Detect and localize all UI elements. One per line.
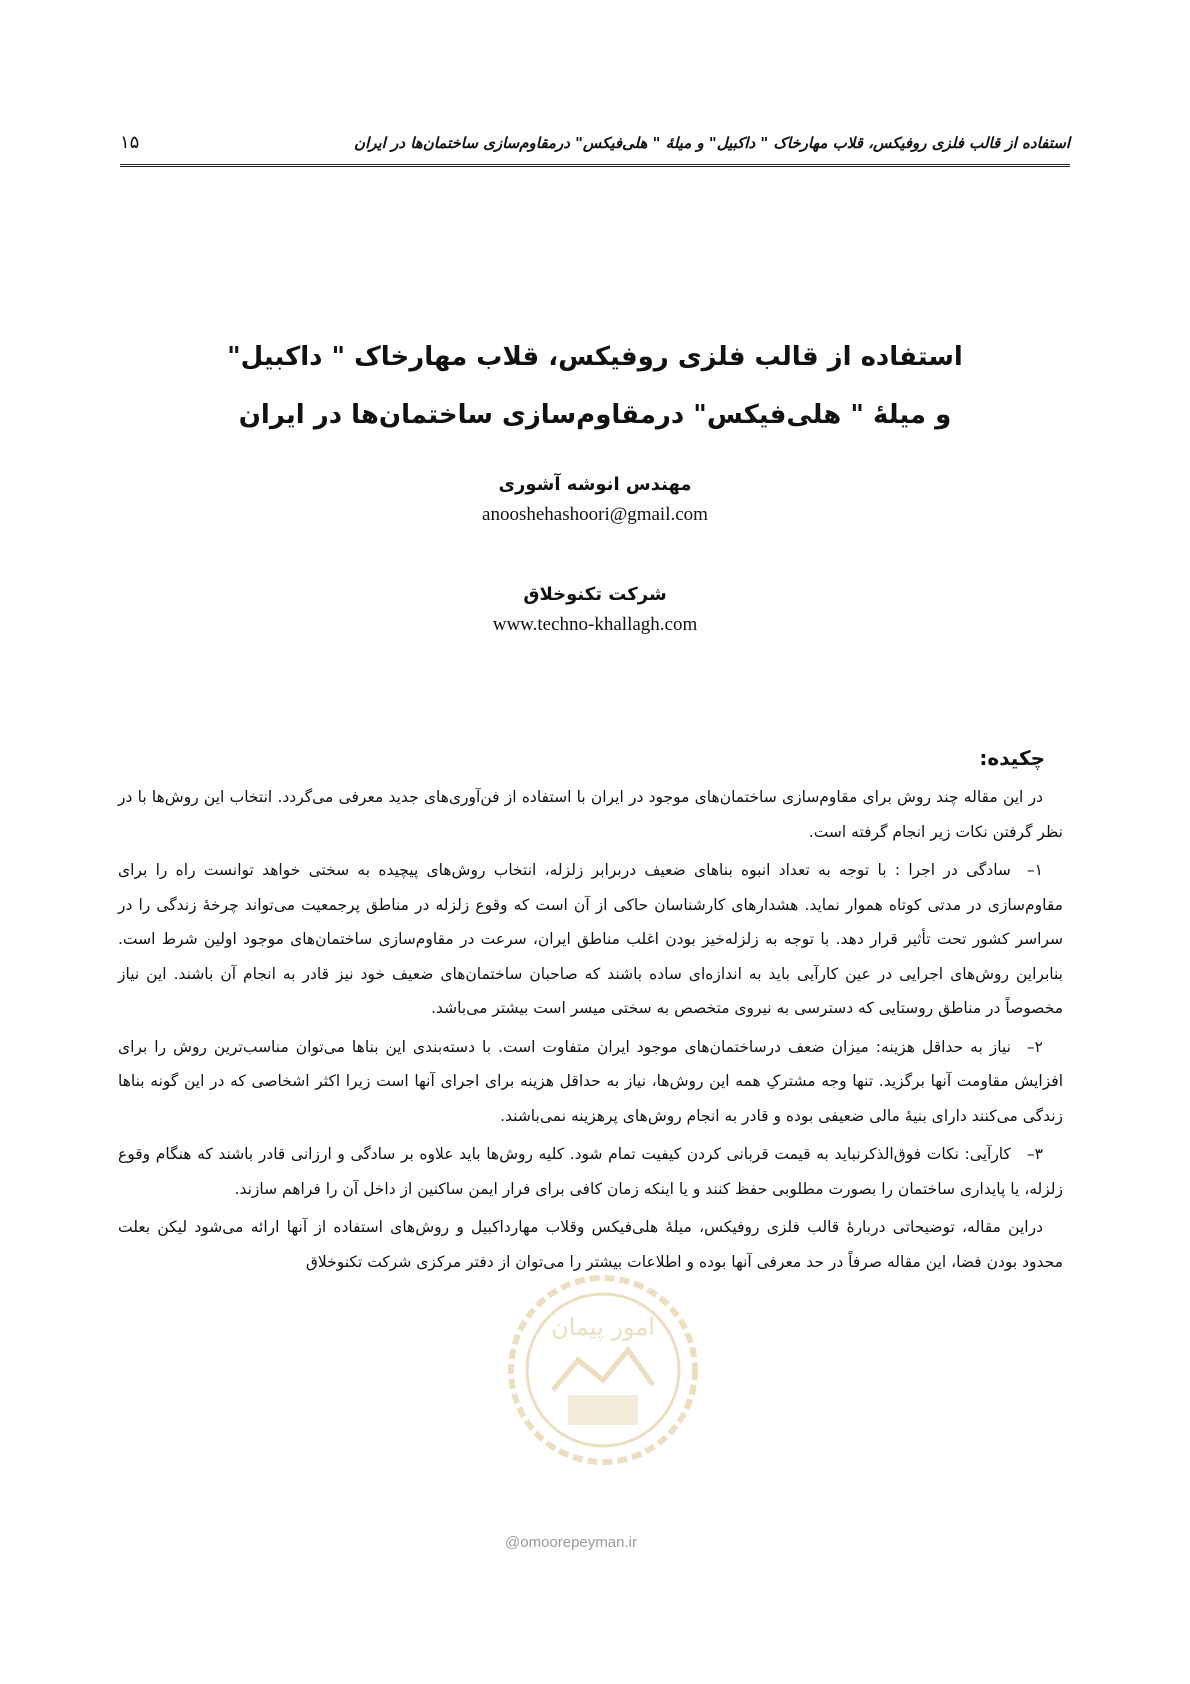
watermark-logo-text: امور پیمان [551, 1313, 655, 1341]
item-text: کارآیی: نکات فوق‌الذکرنباید به قیمت قربانی کردن کیفیت تمام شود. کلیه روش‌ها باید علاوه بر سادگی و ارزانی قادر باشند که هنگام وقوع زلزله، یا پایداری ساختمان را بصورت مطلوبی حفظ کنند و یا اینکه زمان کافی برای فرار ایمن ساکنین از داخل آن را فراهم سازند. [118, 1145, 1063, 1198]
title-line-2: و میلۀ " هلی‌فیکس" درمقاوم‌سازی ساختمان‌ها در ایران [238, 400, 952, 430]
abstract-item-2 [118, 1030, 1063, 1134]
running-title: استفاده از قالب فلزی روفیکس، قلاب مهارخاک " داکبیل" و میلۀ " هلی‌فیکس" درمقاوم‌سازی ساختمان‌ها در ایران [354, 134, 1070, 152]
item-number: ۱– [1026, 861, 1043, 879]
paper-title [120, 328, 1070, 444]
watermark-logo [498, 1270, 708, 1470]
item-text: سادگی در اجرا : با توجه به تعداد انبوه بناهای ضعیف دربرابر زلزله، انتخاب روش‌های پیچیده به سختی خواهد توانست راه را برای مقاوم‌سازی در مدتی کوتاه هموار نماید. هشدارهای کارشناسان حاکی از آن است که وقوع زلزله در مناطق پرجمعیت می‌تواند چرخۀ زندگی را در سراسر کشور تحت تأثیر قرار دهد. با توجه به زلزله‌خیز بودن اغلب مناطق ایران، سرعت در مقاوم‌سازی ساختمان‌های موجود اولین شرط است. بنابراین روش‌های اجرایی در عین کارآیی باید به اندازه‌ای ساده باشند که صاحبان ساختمان‌های ضعیف خود نیز قادر به انجام آن باشند. این نیاز مخصوصاً در مناطق روستایی که دسترسی به نیروی متخصص به سختی میسر است بیشتر می‌باشد. [118, 861, 1063, 1017]
company-block [120, 580, 1070, 640]
page-number: ۱۵ [120, 132, 140, 153]
abstract-intro: در این مقاله چند روش برای مقاوم‌سازی ساختمان‌های موجود در ایران با استفاده از فن‌آوری‌های جدید معرفی می‌گردد. انتخاب این روش‌ها با در نظر گرفتن نکات زیر انجام گرفته است. [118, 788, 1063, 841]
author-name: مهندس انوشه آشوری [498, 474, 692, 495]
item-text: نیاز به حداقل هزینه: میزان ضعف درساختمان‌های موجود ایران متفاوت است. با دسته‌بندی این بناها می‌توان مناسب‌ترین روش را برای افزایش مقاومت آنها برگزید. تنها وجه مشترکِ همه این روش‌ها، نیاز به حداقل هزینه برای اجرای آنها است زیرا اکثر اشخاصی که در این گونه بناها زندگی می‌کنند دارای بنیۀ مالی ضعیفی بوده و قادر به انجام روش‌های پرهزینه نمی‌باشند. [118, 1037, 1063, 1125]
item-number: ۲– [1026, 1037, 1043, 1056]
abstract-item-3 [118, 1137, 1063, 1206]
abstract-section [118, 742, 1063, 1283]
abstract-item-1 [118, 853, 1063, 1026]
watermark-site: @omoorepeyman.ir [505, 1534, 637, 1551]
title-line-1: استفاده از قالب فلزی روفیکس، قلاب مهارخاک " داکبیل" [227, 342, 963, 372]
running-header [120, 130, 1070, 167]
company-name: شرکت تکنوخلاق [523, 584, 667, 605]
company-url: www.techno-khallagh.com [492, 614, 698, 635]
abstract-heading: چکیده: [979, 746, 1045, 770]
abstract-closing: دراین مقاله، توضیحاتی دربارۀ قالب فلزی روفیکس، میلۀ هلی‌فیکس وقلاب مهارداکبیل و روش‌های استفاده از آنها ارائه می‌شود لیکن بعلت محدود بودن فضا، این مقاله صرفاً در حد معرفی آنها بوده و اطلاعات بیشتر را می‌توان از دفتر مرکزی شرکت تکنوخلاق [118, 1218, 1063, 1271]
author-email: anooshehashoori@gmail.com [482, 504, 708, 525]
author-block [120, 470, 1070, 530]
item-number: ۳– [1026, 1145, 1043, 1163]
